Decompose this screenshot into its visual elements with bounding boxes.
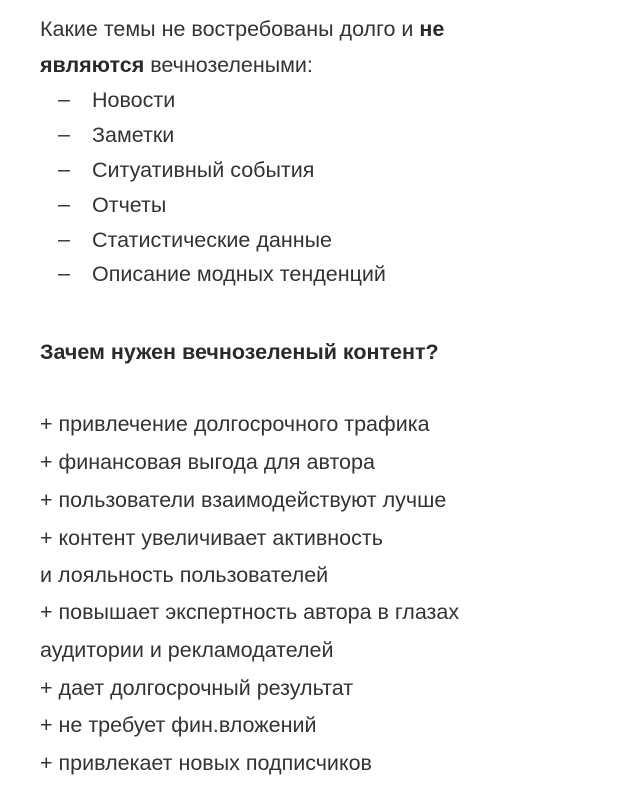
intro-bold: не (419, 17, 445, 41)
benefit-line: + финансовая выгода для автора (40, 450, 375, 474)
dash-icon: – (58, 192, 70, 216)
benefit-line: + пользователи взаимодействуют лучше (40, 488, 447, 512)
list-item-label: Новости (92, 88, 176, 112)
list-item-label: Ситуативный события (92, 158, 315, 182)
dash-icon: – (58, 227, 70, 251)
dash-icon: – (58, 157, 70, 181)
intro-text: Какие темы не востребованы долго и (40, 17, 420, 41)
benefit-line: + привлекает новых подписчиков (40, 751, 372, 775)
list-item-label: Статистические данные (92, 228, 332, 252)
section-heading: Зачем нужен вечнозеленый контент? (40, 340, 439, 364)
dash-icon: – (58, 87, 70, 111)
dash-icon: – (58, 261, 70, 285)
benefit-line: + привлечение долгосрочного трафика (40, 412, 430, 436)
benefit-line: + контент увеличивает активность (40, 526, 383, 550)
list-item-label: Отчеты (92, 193, 167, 217)
benefit-line: и лояльность пользователей (40, 563, 329, 587)
benefit-line: + повышает экспертность автора в глазах (40, 600, 460, 624)
intro-line-1 (40, 16, 444, 42)
list-item-label: Описание модных тенденций (92, 262, 386, 286)
benefit-line: + не требует фин.вложений (40, 713, 317, 737)
list-item-label: Заметки (92, 123, 175, 147)
intro-bold: являются (40, 53, 145, 77)
benefit-line: аудитории и рекламодателей (40, 638, 334, 662)
dash-icon: – (58, 122, 70, 146)
intro-line-2 (40, 52, 313, 78)
benefit-line: + дает долгосрочный результат (40, 676, 354, 700)
intro-text: вечнозелеными: (144, 53, 313, 77)
